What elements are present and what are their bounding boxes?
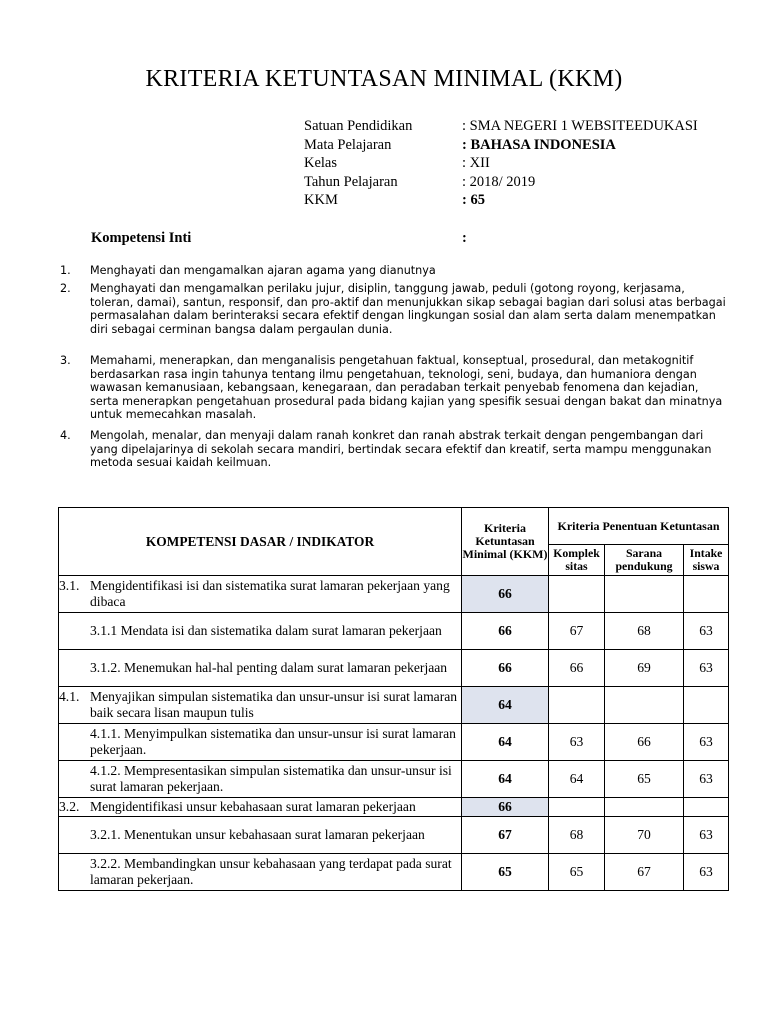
kkm-value: 66 [462,576,549,613]
ki-number: 2. [60,282,71,295]
indikator-cell [59,854,462,891]
intake-value [684,687,729,724]
table-row-kd [59,798,729,817]
kompetensi-inti-label: Kompetensi Inti [91,230,192,246]
sarana-value [605,576,684,613]
indikator-cell [59,761,462,798]
header-kompetensi-dasar: KOMPETENSI DASAR / INDIKATOR [59,508,462,576]
intake-value: 63 [684,761,729,798]
kompleksitas-value: 64 [549,761,605,798]
indikator-text: 4.1.1. Menyimpulkan sistematika dan unsur-unsur isi surat lamaran pekerjaan. [90,726,456,757]
indikator-text: 4.1.2. Mempresentasikan simpulan sistematika dan unsur-unsur isi surat lamaran pekerjaan. [90,763,452,794]
meta-value: : 65 [462,192,485,209]
kompleksitas-value [549,798,605,817]
sarana-value: 67 [605,854,684,891]
table-row-indikator [59,724,729,761]
sarana-value: 66 [605,724,684,761]
kd-text: Mengidentifikasi isi dan sistematika surat lamaran pekerjaan yang dibaca [90,578,450,609]
meta-row-kkm [304,191,744,210]
intake-value [684,576,729,613]
sarana-value: 70 [605,817,684,854]
header-kkm: Kriteria Ketuntasan Minimal (KKM) [462,508,549,576]
ki-item [60,354,730,422]
intake-value: 63 [684,724,729,761]
ki-text: Mengolah, menalar, dan menyaji dalam ranah konkret dan ranah abstrak terkait dengan pengembangan dari yang dipelajarinya di sekolah secara mandiri, bertindak secara efektif dan kreatif, serta mampu menggunakan metoda sesuai kaidah keilmuan. [90,429,712,470]
kompleksitas-value [549,576,605,613]
intake-value: 63 [684,817,729,854]
meta-value: : 2018/ 2019 [462,173,536,190]
intake-value: 63 [684,650,729,687]
sarana-value: 69 [605,650,684,687]
kkm-value: 65 [462,854,549,891]
kd-cell [59,798,462,817]
sarana-value [605,798,684,817]
meta-value: : BAHASA INDONESIA [462,136,616,153]
meta-value: : SMA NEGERI 1 WEBSITEEDUKASI [462,118,698,134]
meta-value: : XII [462,155,490,172]
meta-row-mapel [304,136,744,155]
meta-key: KKM [304,192,338,209]
sarana-value: 68 [605,613,684,650]
kompleksitas-value: 68 [549,817,605,854]
sarana-value [605,687,684,724]
indikator-text: 3.2.1. Menentukan unsur kebahasaan surat lamaran pekerjaan [90,827,425,842]
table-row-indikator [59,650,729,687]
table-row-kd [59,576,729,613]
kompleksitas-value [549,687,605,724]
kompleksitas-value: 66 [549,650,605,687]
meta-row-kelas [304,154,744,173]
kompleksitas-value: 65 [549,854,605,891]
kkm-table [58,507,729,891]
indikator-cell [59,650,462,687]
kkm-value: 64 [462,687,549,724]
meta-row-satuan [304,117,744,136]
intake-value: 63 [684,613,729,650]
header-sarana-pendukung: Sarana pendukung [605,545,684,576]
table-row-indikator [59,761,729,798]
table-row-indikator [59,817,729,854]
indikator-cell [59,613,462,650]
ki-item [60,429,730,470]
kd-cell [59,687,462,724]
header-kriteria-penentuan: Kriteria Penentuan Ketuntasan [549,508,729,545]
page-title: KRITERIA KETUNTASAN MINIMAL (KKM) [145,66,623,92]
kkm-value: 66 [462,650,549,687]
identity-block [304,117,744,210]
table-row-indikator [59,854,729,891]
meta-key: Satuan Pendidikan [304,118,413,134]
table-row-kd [59,687,729,724]
indikator-cell [59,724,462,761]
kd-number: 4.1. [59,689,80,704]
indikator-text: 3.1.2. Menemukan hal-hal penting dalam surat lamaran pekerjaan [90,660,448,675]
kd-text: Menyajikan simpulan sistematika dan unsur-unsur isi surat lamaran baik secara lisan maupun tulis [90,689,458,720]
kd-cell [59,576,462,613]
ki-item [60,282,730,336]
intake-value: 63 [684,854,729,891]
kompleksitas-value: 63 [549,724,605,761]
ki-text: Memahami, menerapkan, dan menganalisis pengetahuan faktual, konseptual, prosedural, dan metakognitif berdasarkan rasa ingin tahunya tentang ilmu pengetahuan, teknologi, seni, budaya, dan humaniora dengan wawasan kemanusiaan, kebangsaan, kenegaraan, dan peradaban terkait penyebab fenomena dan kejadian, serta menerapkan pengetahuan prosedural pada bidang kajian yang spesifik sesuai dengan bakat dan minatnya untuk memecahkan masalah. [90,354,723,422]
indikator-text: 3.2.2. Membandingkan unsur kebahasaan yang terdapat pada surat lamaran pekerjaan. [90,856,452,887]
kkm-value: 66 [462,613,549,650]
ki-text: Menghayati dan mengamalkan ajaran agama yang dianutnya [90,264,436,277]
indikator-cell [59,817,462,854]
kd-number: 3.1. [59,578,80,593]
meta-key: Tahun Pelajaran [304,173,398,190]
table-row-indikator [59,613,729,650]
table-header-row [59,508,729,545]
ki-number: 4. [60,429,71,442]
ki-item [60,264,730,278]
ki-number: 1. [60,264,71,277]
sarana-value: 65 [605,761,684,798]
intake-value [684,798,729,817]
header-kompleksitas: Komplek sitas [549,545,605,576]
kd-number: 3.2. [59,799,80,814]
ki-number: 3. [60,354,71,367]
kd-text: Mengidentifikasi unsur kebahasaan surat lamaran pekerjaan [90,799,416,814]
kkm-value: 67 [462,817,549,854]
header-intake-siswa: Intake siswa [684,545,729,576]
kompleksitas-value: 67 [549,613,605,650]
kkm-value: 66 [462,798,549,817]
meta-key: Mata Pelajaran [304,136,392,153]
meta-row-tahun [304,173,744,192]
kompetensi-inti-colon: : [462,230,467,246]
ki-text: Menghayati dan mengamalkan perilaku jujur, disiplin, tanggung jawab, peduli (gotong royong, kerjasama, toleran, damai), santun, responsif, dan pro-aktif dan menunjukkan sikap sebagai bagian dari solusi atas berbagai permasalahan dalam berinteraksi secara efektif dengan lingkungan sosial dan alam serta dalam menempatkan diri sebagai cerminan bangsa dalam pergaulan dunia. [90,282,726,336]
meta-key: Kelas [304,155,338,172]
kkm-value: 64 [462,761,549,798]
kkm-value: 64 [462,724,549,761]
indikator-text: 3.1.1 Mendata isi dan sistematika dalam surat lamaran pekerjaan [90,623,442,638]
